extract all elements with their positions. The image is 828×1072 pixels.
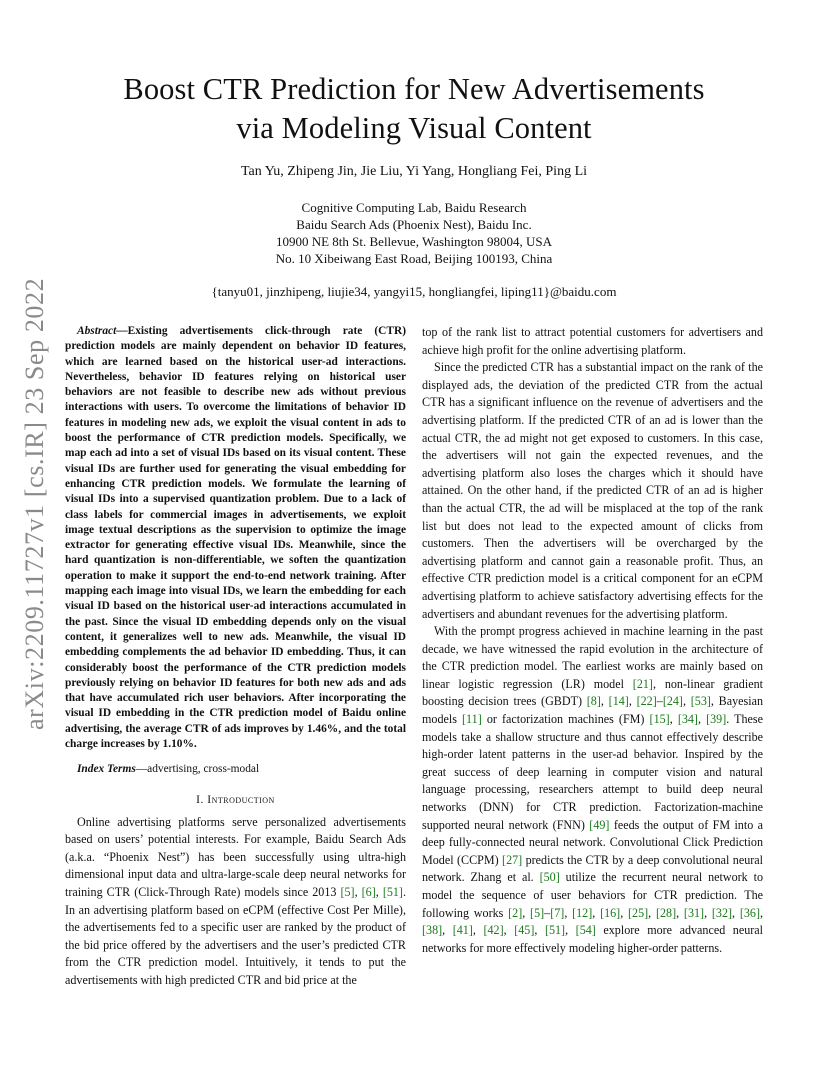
intro-paragraph-1-continued: top of the rank list to attract potential customers for advertisers and achieve high profit for the online advertising platform. [422,325,763,357]
paragraph-text: , non-linear gradient boosting decision trees (GBDT) [422,676,763,709]
citation-link[interactable]: [7] [550,905,565,920]
citation-link[interactable]: [51] [544,923,566,938]
citation-link[interactable]: [53] [690,694,711,709]
abstract-text: —Existing advertisements click-through rate (CTR) prediction models are mainly dependent on behavior ID features, which are learned based on the historical user-ad interactions. Nevertheless, behavior ID features relying on historical user behaviors are not feasible to describe new ads without previous interactions with users. To overcome the limitations of behavior ID features in modeling new ads, we exploit the visual content in ads to boost the performance of CTR prediction models. Specifically, we map each ad into a set of visual IDs based on its visual content. These visual IDs are further used for generating the visual embedding for enhancing CTR prediction models. We formulate the learning of visual IDs into a supervised quantization problem. Due to a lack of class labels for commercial images in advertisements, we exploit image textual descriptions as the supervision to optimize the image extractor for generating effective visual IDs. Meanwhile, since the hard quantization is non-differentiable, we soften the quantization operation to make it support the end-to-end network training. After mapping each image into visual IDs, we learn the embedding for each visual ID based on the historical user-ad interactions accumulated in the past. Since the visual ID embedding depends only on the visual content, it generalizes well to new ads. Meanwhile, the visual ID embedding complements the ad behavior ID embedding. Thus, it can considerably boost the performance of the CTR prediction models previously relying on behavior ID features for both new ads and ads that have accumulated rich user behaviors. After incorporating the visual ID embedding in the CTR prediction model of Baidu online advertising, the average CTR of ads improves by 1.46%, and the total charge increases by 1.10%. [65,325,406,751]
arxiv-identifier-stamp: arXiv:2209.11727v1 [cs.IR] 23 Sep 2022 [20,277,49,730]
paragraph-text: . These models take a shallow structure and thus cannot effectively describe high-order latent patterns in the user-ad behavior. Inspired by the great success of deep learning in computer vision and natural language processing, researchers attempt to build deep neural networks (DNN) for CTR prediction. Factorization-machine supported neural network (FNN) [422,712,763,832]
citation-separator: – [656,694,663,709]
citation-link[interactable]: [54] [575,923,596,938]
citation-link[interactable]: [2] [508,905,523,920]
citation-link[interactable]: [42] [483,923,504,938]
title-line-1: Boost CTR Prediction for New Advertisements [123,72,705,106]
citation-link[interactable]: [12] [572,905,593,920]
citation-link[interactable]: [32] [711,905,733,920]
citation-link[interactable]: [34] [677,712,698,727]
citation-link[interactable]: [21] [632,676,653,691]
citation-link[interactable]: [39] [706,712,727,727]
citation-link[interactable]: [24] [662,694,683,709]
citation-separator: , [472,923,484,938]
paragraph-text: explore more advanced neural networks for more effectively modeling higher-order patterns. [422,923,764,955]
citation-separator: , [600,694,609,709]
intro-paragraph-1 [65,814,406,990]
paragraph-text: , Bayesian models [422,694,764,727]
citation-separator: , [354,884,362,899]
citation-link[interactable]: [36] [739,905,760,920]
intro-paragraph-3 [422,623,763,957]
section-title: Introduction [207,793,275,806]
citation-link[interactable]: [5] [530,905,545,920]
affiliation-line: 10900 NE 8th St. Bellevue, Washington 98004, USA [275,234,553,249]
citation-separator: , [732,905,740,920]
citation-separator: , [503,923,515,938]
left-column [65,324,406,990]
citation-link[interactable]: [15] [649,712,670,727]
citation-link[interactable]: [22] [636,694,657,709]
citation-separator: , [628,694,637,709]
citation-separator: – [544,905,551,920]
author-emails: {tanyu01, jinzhipeng, liujie34, yangyi15, hongliangfei, liping11}@baidu.com [211,284,617,299]
abstract-label: Abstract [77,325,117,337]
citation-separator: , [676,905,684,920]
abstract [65,324,406,752]
paragraph-text: predicts the CTR by a deep convolutional neural network. Zhang et al. [422,852,763,885]
paragraph-text: With the prompt progress achieved in machine learning in the past decade, we have witnessed the rapid evolution in the architecture of the CTR prediction model. The earliest works are mainly based on linear logistic regression (LR) model [422,624,763,691]
citation-link[interactable]: [50] [539,870,560,885]
citation-link[interactable]: [51] [382,884,403,899]
index-terms-label: Index Terms [77,763,136,776]
citation-link[interactable]: [5] [340,884,355,899]
index-terms [65,762,406,777]
paragraph-text: Online advertising platforms serve personalized advertisements based on users’ potential interests. For example, Baidu Search Ads (a.k.a. “Phoenix Nest”) has been successfully using ultra-high dimensional input data and ultra-large-scale deep neural networks for training CTR (Click-Through Rate) models since 2013 [65,814,406,899]
paper-title [60,70,768,148]
citation-link[interactable]: [38] [422,923,443,938]
citation-separator: , [522,905,531,920]
citation-link[interactable]: [16] [600,905,621,920]
title-line-2: via Modeling Visual Content [236,111,592,145]
section-number: I. [196,793,208,806]
affiliation-line: Baidu Search Ads (Phoenix Nest), Baidu Inc. [296,217,532,232]
intro-paragraph-2: Since the predicted CTR has a substantial impact on the rank of the displayed ads, the deviation of the predicted CTR from the actual CTR has a significant influence on the revenue of advertisers and the advertising platform. If the predicted CTR of an ad is lower than the actual CTR, the ad might not get exposed to customers. In this case, the advertisers will not gain the expected revenues, and the advertising platform also loses the charges which it should have attained. On the other hand, if the predicted CTR of an ad is higher than the actual CTR, the ad will be misplaced at the top of the rank list but does not lead to the expected amount of clicks from customers. Then the advertisers will be overcharged by the advertising platform and cannot gain a reasonable profit. Thus, an effective CTR prediction model is a critical component for an eCPM advertising platform to achieve satisfactory advertising effects for the advertisers and abundant revenues for the advertising platform. [422,360,763,621]
citation-separator: , [564,905,573,920]
citation-link[interactable]: [28] [655,905,677,920]
paragraph-text: . In an advertising platform based on eCPM (effective Cost Per Mille), the advertisements fed to a specific user are ranked by the product of the bid price offered by the advertisers and the user’s predicted CTR from the CTR prediction model. Intuitively, it tends to put the advertisements with high predicted CTR and bid price at the [65,884,406,987]
citation-link[interactable]: [49] [589,817,610,832]
index-terms-text: —advertising, cross-modal [135,763,260,776]
citation-separator: , [620,905,629,920]
citation-separator: , [592,905,601,920]
citation-separator: , [669,712,678,727]
paragraph-text: utilize the recurrent neural network to model the sequence of user behaviors for CTR prediction. The following works [422,870,764,920]
affiliations [60,199,768,267]
citation-separator: , [442,923,453,938]
citation-link[interactable]: [14] [608,694,629,709]
citation-separator: , [648,905,656,920]
section-heading-introduction [65,794,406,806]
citation-link[interactable]: [25] [628,905,649,920]
citation-link[interactable]: [27] [502,852,523,867]
citation-separator: , [565,923,576,938]
citation-separator: , [534,923,545,938]
citation-link[interactable]: [8] [586,694,601,709]
affiliation-line: Cognitive Computing Lab, Baidu Research [301,200,527,215]
citation-link[interactable]: [31] [683,905,705,920]
citation-separator: , [682,694,691,709]
citation-separator: , [704,905,712,920]
paragraph-text: feeds the output of FM into a deep fully-connected neural network. Convolutional Click Prediction Model (CCPM) [422,817,763,867]
citation-separator: , [697,712,707,727]
citation-separator: , [375,884,383,899]
citation-link[interactable]: [45] [514,923,535,938]
paragraph-text: or factorization machines (FM) [481,712,650,727]
author-list: Tan Yu, Zhipeng Jin, Jie Liu, Yi Yang, Hongliang Fei, Ping Li [240,164,588,179]
right-column [422,324,763,957]
citation-separator: , [759,905,764,920]
affiliation-line: No. 10 Xibeiwang East Road, Beijing 100193, China [275,251,553,266]
citation-link[interactable]: [41] [452,923,473,938]
citation-link[interactable]: [6] [361,884,376,899]
citation-link[interactable]: [11] [462,712,482,727]
